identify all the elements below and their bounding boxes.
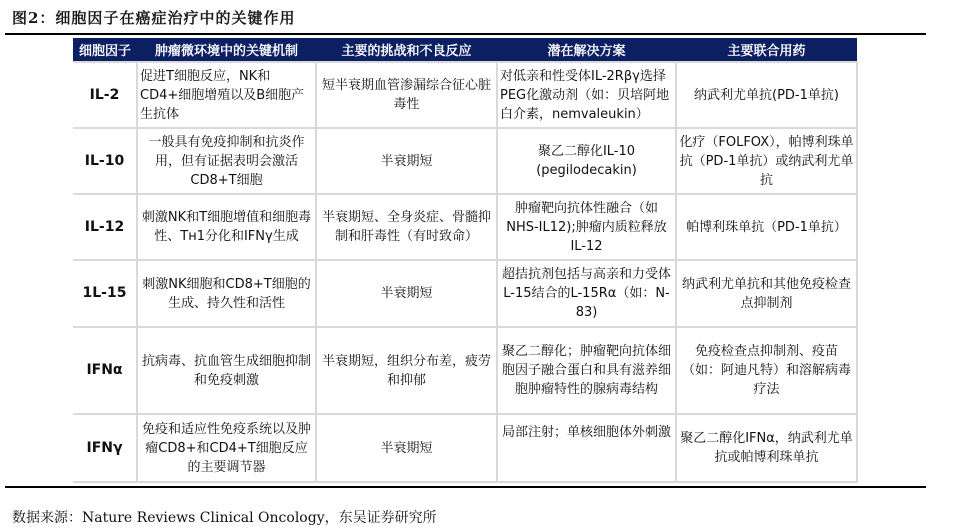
cell-combination: 纳武利尤单抗和其他免疫检查点抑制剂 xyxy=(676,260,857,327)
cell-mechanism: 促进T细胞反应，NK和CD4+细胞增殖以及B细胞产生抗体 xyxy=(137,62,316,128)
cell-solutions: 对低亲和性受体IL-2Rβγ选择PEG化激动剂（如：贝培阿地白介素，nemvaleukin） xyxy=(497,62,676,128)
cell-combination: 纳武利尤单抗(PD-1单抗) xyxy=(676,62,857,128)
cell-cytokine: IFNγ xyxy=(73,414,137,482)
table-header-row xyxy=(73,38,857,62)
cell-cytokine: IL-2 xyxy=(73,62,137,128)
header-solutions: 潜在解决方案 xyxy=(497,38,676,62)
cell-mechanism: 一般具有免疫抑制和抗炎作用，但有证据表明会激活CD8+T细胞 xyxy=(137,128,316,194)
cell-challenges: 短半衰期血管渗漏综合征心脏毒性 xyxy=(316,62,497,128)
cell-challenges: 半衰期短 xyxy=(316,128,497,194)
cytokine-table xyxy=(73,38,858,483)
cell-mechanism: 刺激NK细胞和CD8+T细胞的生成、持久性和活性 xyxy=(137,260,316,327)
table-row xyxy=(73,327,857,414)
cell-cytokine: IL-12 xyxy=(73,194,137,260)
cell-cytokine: IFNα xyxy=(73,327,137,414)
cell-challenges: 半衰期短，组织分布差，疲劳和抑郁 xyxy=(316,327,497,414)
cell-combination: 免疫检查点抑制剂、疫苗（如：阿迪凡特）和溶解病毒疗法 xyxy=(676,327,857,414)
cell-mechanism: 抗病毒、抗血管生成细胞抑制和免疫刺激 xyxy=(137,327,316,414)
table-row xyxy=(73,414,857,482)
cell-solutions: 聚乙二醇化；肿瘤靶向抗体细胞因子融合蛋白和具有滋养细胞肿瘤特性的腺病毒结构 xyxy=(497,327,676,414)
table-row xyxy=(73,62,857,128)
cell-combination: 帕博利珠单抗（PD-1单抗） xyxy=(676,194,857,260)
cell-challenges: 半衰期短 xyxy=(316,260,497,327)
cell-mechanism: 刺激NK和T细胞增值和细胞毒性、Tʜ1分化和IFNγ生成 xyxy=(137,194,316,260)
figure-title: 图2：细胞因子在癌症治疗中的关键作用 xyxy=(12,9,296,27)
source-note: 数据来源：Nature Reviews Clinical Oncology，东吴证券研究所 xyxy=(12,510,437,526)
cell-solutions: 局部注射；单核细胞体外刺激 xyxy=(497,414,676,482)
header-cytokine: 细胞因子 xyxy=(73,38,137,62)
header-combination: 主要联合用药 xyxy=(676,38,857,62)
cell-mechanism: 免疫和适应性免疫系统以及肿瘤CD8+和CD4+T细胞反应的主要调节器 xyxy=(137,414,316,482)
bottom-rule xyxy=(5,486,926,488)
cell-challenges: 半衰期短 xyxy=(316,414,497,482)
table-row xyxy=(73,128,857,194)
cell-challenges: 半衰期短、全身炎症、骨髓抑制和肝毒性（有时致命） xyxy=(316,194,497,260)
cell-solutions: 肿瘤靶向抗体性融合（如NHS-IL12);肿瘤内质粒释放IL-12 xyxy=(497,194,676,260)
cell-cytokine: IL-10 xyxy=(73,128,137,194)
cell-combination: 聚乙二醇化IFNα，纳武利尤单抗或帕博利珠单抗 xyxy=(676,414,857,482)
cell-solutions: 聚乙二醇化IL-10 (pegilodecakin) xyxy=(497,128,676,194)
cell-solutions: 超拮抗剂包括与高亲和力受体L-15结合的L-15Rα（如：N-83) xyxy=(497,260,676,327)
table-row xyxy=(73,194,857,260)
cell-cytokine: 1L-15 xyxy=(73,260,137,327)
top-rule xyxy=(5,33,926,35)
header-challenges: 主要的挑战和不良反应 xyxy=(316,38,497,62)
cell-combination: 化疗（FOLFOX），帕博利珠单抗（PD-1单抗）或纳武利尤单抗 xyxy=(676,128,857,194)
table-row xyxy=(73,260,857,327)
header-mechanism: 肿瘤微环境中的关键机制 xyxy=(137,38,316,62)
